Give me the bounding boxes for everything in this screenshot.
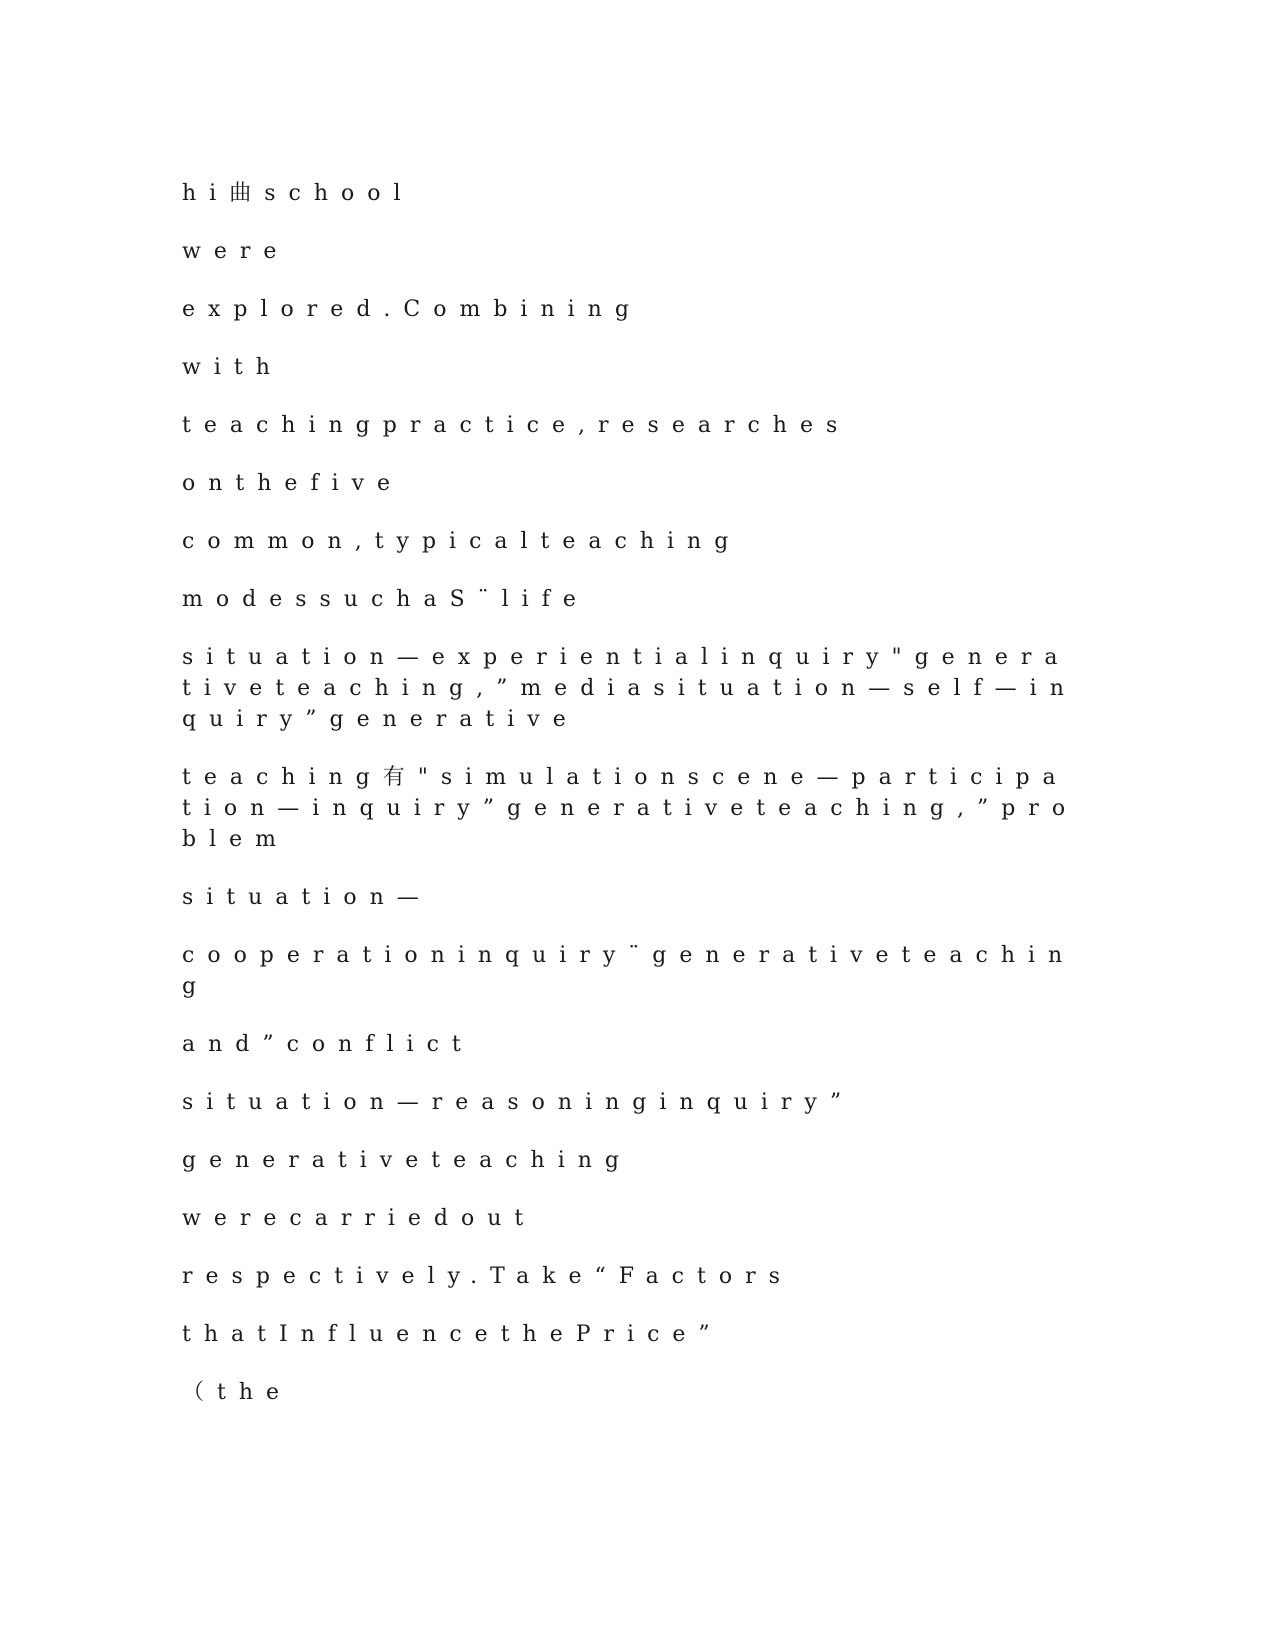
text-line-13: and”conflict bbox=[182, 1032, 474, 1057]
text-line-18: thatInfluencethePrice” bbox=[182, 1322, 723, 1347]
text-line-8: modessuchaS¨life bbox=[182, 587, 589, 612]
text-line-12: cooperationinquiry¨generativeteaching bbox=[182, 943, 1076, 999]
text-line-19: （the bbox=[182, 1380, 293, 1405]
text-line-11: situation— bbox=[182, 885, 432, 910]
body-text bbox=[182, 178, 1082, 1435]
text-line-15: generativeteaching bbox=[182, 1148, 633, 1173]
text-line-5: teachingpractice,researches bbox=[182, 413, 851, 438]
text-line-10: teaching有"simulationscene—participation—inquiry”generativeteaching,”problem bbox=[182, 765, 1079, 852]
text-line-1: hi曲school bbox=[182, 181, 414, 206]
text-line-3: explored.Combining bbox=[182, 297, 642, 322]
text-line-9: situation—experientialinquiry"generativeteaching,”mediasituation—self—inquiry”generative bbox=[182, 645, 1077, 732]
text-line-7: common,typicalteaching bbox=[182, 529, 742, 554]
text-line-14: situation—reasoninginquiry” bbox=[182, 1090, 855, 1115]
text-line-4: with bbox=[182, 355, 283, 380]
text-line-6: onthefive bbox=[182, 471, 404, 496]
text-line-16: werecarriedout bbox=[182, 1206, 537, 1231]
text-line-17: respectively.Take“Factors bbox=[182, 1264, 793, 1289]
text-line-2: were bbox=[182, 239, 290, 264]
